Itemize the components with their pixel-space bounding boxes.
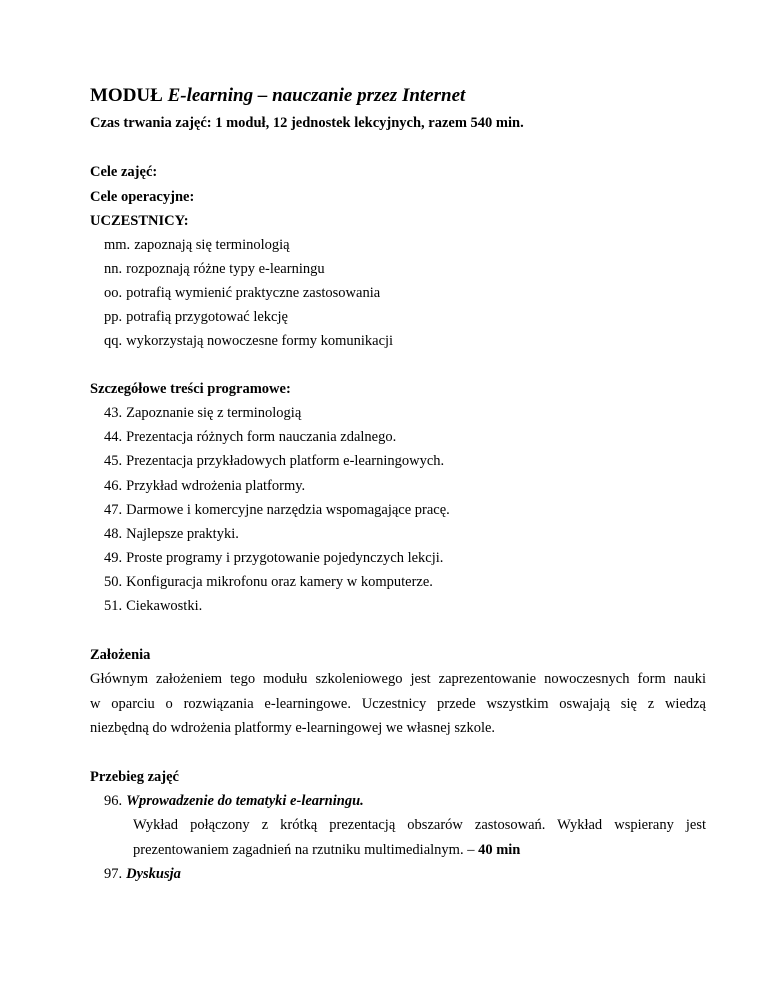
course-item-title: Dyskusja xyxy=(126,866,181,882)
program-item xyxy=(104,404,301,422)
program-item-number: 51. xyxy=(104,598,123,614)
program-item-text: Proste programy i przygotowanie pojedynczych lekcji. xyxy=(126,550,444,566)
goal-item-text: rozpoznają różne typy e-learningu xyxy=(126,261,325,277)
goal-item xyxy=(104,284,380,302)
assumptions-paragraph-line: niezbędną do wdrożenia platformy e-learningowej we własnej szkole. xyxy=(90,720,496,736)
course-item-description-text: prezentowaniem zagadnień na rzutniku multimedialnym. – xyxy=(133,842,479,858)
goal-item-text: wykorzystają nowoczesne formy komunikacji xyxy=(126,333,394,349)
program-item xyxy=(104,428,396,446)
program-item-text: Najlepsze praktyki. xyxy=(126,526,239,542)
program-heading: Szczegółowe treści programowe: xyxy=(90,381,291,397)
course-heading: Przebieg zajęć xyxy=(90,769,179,785)
program-item xyxy=(104,573,433,591)
program-item xyxy=(104,525,239,543)
program-item-text: Zapoznanie się z terminologią xyxy=(126,405,302,421)
goal-item-text: zapoznają się terminologią xyxy=(134,237,290,253)
program-item xyxy=(104,549,443,567)
program-item-text: Darmowe i komercyjne narzędzia wspomagające pracę. xyxy=(126,502,450,518)
program-item-number: 47. xyxy=(104,502,123,518)
program-item-number: 50. xyxy=(104,574,123,590)
goal-item-number: qq. xyxy=(104,333,123,349)
program-item-text: Prezentacja przykładowych platform e-learningowych. xyxy=(126,453,445,469)
goal-item-number: oo. xyxy=(104,285,123,301)
goal-item xyxy=(104,332,393,350)
module-title-italic: E-learning – nauczanie przez Internet xyxy=(167,85,466,106)
assumptions-heading: Założenia xyxy=(90,647,151,663)
course-item xyxy=(104,792,364,810)
goals-heading: Cele zajęć: xyxy=(90,164,158,180)
program-item-number: 48. xyxy=(104,526,123,542)
program-item-number: 45. xyxy=(104,453,123,469)
assumptions-paragraph-line: Głównym założeniem tego modułu szkoleniowego jest zaprezentowanie nowoczesnych form nauki xyxy=(90,671,706,687)
course-item-description-end xyxy=(133,841,706,859)
program-item-text: Przykład wdrożenia platformy. xyxy=(126,478,306,494)
program-item-text: Konfiguracja mikrofonu oraz kamery w komputerze. xyxy=(126,574,433,590)
goal-item xyxy=(104,308,288,326)
participants-heading: UCZESTNICY: xyxy=(90,213,189,229)
course-item-title: Wprowadzenie do tematyki e-learningu. xyxy=(126,793,364,809)
goal-item-number: nn. xyxy=(104,261,123,277)
course-duration: Czas trwania zajęć: 1 moduł, 12 jednostek lekcyjnych, razem 540 min. xyxy=(90,115,524,131)
goal-item xyxy=(104,236,290,254)
goal-item-text: potrafią przygotować lekcję xyxy=(126,309,288,325)
goal-item xyxy=(104,260,325,278)
goal-item-number: pp. xyxy=(104,309,123,325)
program-item-number: 49. xyxy=(104,550,123,566)
assumptions-paragraph-line: w oparciu o rozwiązania e-learningowe. Uczestnicy przede wszystkim oswajają się z wiedzą xyxy=(90,696,706,712)
course-item-number: 97. xyxy=(104,866,123,882)
program-item xyxy=(104,501,450,519)
module-title-prefix: MODUŁ xyxy=(90,85,168,106)
goal-item-number: mm. xyxy=(104,237,131,253)
program-item-number: 46. xyxy=(104,478,123,494)
program-item-number: 43. xyxy=(104,405,123,421)
module-title xyxy=(90,85,465,107)
course-item xyxy=(104,865,181,883)
program-item-text: Ciekawostki. xyxy=(126,598,203,614)
program-item-number: 44. xyxy=(104,429,123,445)
goal-item-text: potrafią wymienić praktyczne zastosowania xyxy=(126,285,381,301)
course-item-number: 96. xyxy=(104,793,123,809)
program-item xyxy=(104,477,305,495)
course-item-time: 40 min xyxy=(478,842,521,858)
program-item xyxy=(104,452,444,470)
operational-goals-heading: Cele operacyjne: xyxy=(90,189,195,205)
course-item-description: Wykład połączony z krótką prezentacją obszarów zastosowań. Wykład wspierany jest xyxy=(133,817,706,833)
program-item-text: Prezentacja różnych form nauczania zdalnego. xyxy=(126,429,397,445)
program-item xyxy=(104,597,202,615)
